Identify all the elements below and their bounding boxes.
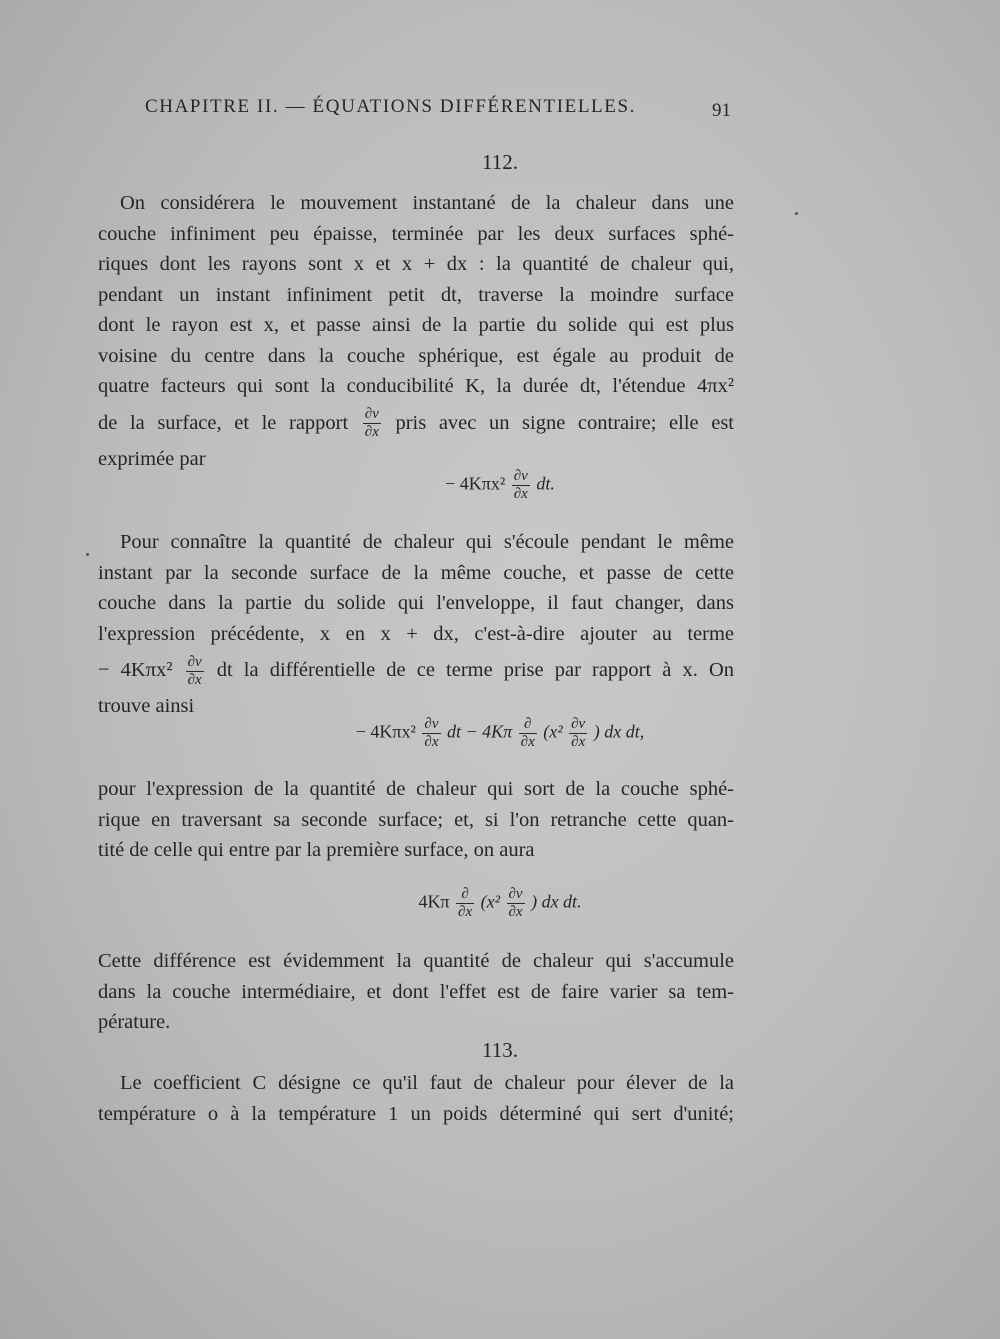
paragraph-112-1	[98, 188, 734, 474]
text-line: dont le rayon est x, et passe ainsi de la partie du solide qui est plus	[98, 314, 734, 336]
equation-term: ) dx dt,	[593, 721, 645, 742]
text-line: dans la couche intermédiaire, et dont l'effet est de faire varier sa tem-	[98, 980, 734, 1003]
text-line: température o à la température 1 un poids déterminé qui sert d'unité;	[98, 1102, 734, 1125]
text-line: couche dans la partie du solide qui l'enveloppe, il faut changer, dans	[98, 592, 734, 614]
fraction-denominator: ∂x	[458, 904, 473, 920]
fraction-numerator: ∂v	[424, 716, 439, 732]
page-number: 91	[712, 100, 731, 121]
fraction-numerator: ∂	[519, 716, 537, 734]
paragraph-112-3	[98, 774, 734, 866]
fraction-denominator: ∂x	[571, 734, 586, 750]
text-line: trouve ainsi	[98, 695, 195, 717]
text-line: pour l'expression de la quantité de chaleur qui sort de la couche sphé-	[98, 778, 734, 800]
text-line-with-fraction	[98, 649, 734, 691]
fraction-dv-dx	[422, 716, 440, 751]
equation-term: dt.	[536, 473, 555, 494]
fraction-denominator: ∂x	[187, 671, 202, 688]
text-fragment: dt la différentielle de ce terme prise par rapport à x. On	[216, 659, 735, 681]
text-line: exprimée par	[98, 447, 206, 470]
fraction-denominator: ∂x	[424, 734, 439, 750]
text-line: l'expression précédente, x en x + dx, c'est-à-dire ajouter au terme	[98, 622, 734, 645]
fraction-dv-dx	[512, 468, 530, 503]
fraction-denominator: ∂x	[364, 424, 379, 441]
text-line: riques dont les rayons sont x et x + dx : la quantité de chaleur qui,	[98, 253, 734, 275]
running-header: CHAPITRE II. — ÉQUATIONS DIFFÉRENTIELLES.	[145, 96, 636, 117]
text-line: quatre facteurs qui sont la conducibilité K, la durée dt, l'étendue 4πx²	[98, 375, 734, 397]
equation-3	[0, 886, 1000, 921]
equation-term: (x²	[543, 721, 563, 742]
equation-term: ) dx dt.	[531, 891, 582, 912]
fraction-numerator: ∂v	[508, 886, 523, 902]
section-number-112: 112.	[482, 150, 518, 174]
text-fragment: − 4Kπx²	[98, 659, 173, 681]
fraction-numerator: ∂v	[187, 653, 202, 670]
text-line: Cette différence est évidemment la quantité de chaleur qui s'accumule	[98, 950, 734, 972]
text-line: tité de celle qui entre par la première surface, on aura	[98, 839, 535, 861]
fraction-numerator: ∂v	[513, 468, 528, 484]
text-line: couche infiniment peu épaisse, terminée par les deux surfaces sphé-	[98, 222, 734, 245]
fraction-denominator: ∂x	[508, 904, 523, 920]
fraction-dv-dx	[186, 654, 204, 689]
fraction-denominator: ∂x	[520, 734, 535, 750]
fraction-d-dx	[519, 716, 537, 751]
equation-2	[0, 716, 1000, 751]
fraction-dv-dx	[363, 406, 381, 441]
paper-speck	[86, 553, 89, 556]
paragraph-113-1	[98, 1068, 734, 1129]
text-line: Le coefficient C désigne ce qu'il faut de chaleur pour élever de la	[120, 1072, 734, 1094]
text-line: rique en traversant sa seconde surface; et, si l'on retranche cette quan-	[98, 808, 734, 831]
text-line: pérature.	[98, 1011, 171, 1033]
equation-term: − 4Kπx²	[445, 473, 506, 494]
equation-1	[0, 468, 1000, 503]
paper-speck	[795, 212, 798, 215]
fraction-dv-dx	[569, 716, 587, 751]
paragraph-112-4	[98, 946, 734, 1038]
fraction-numerator: ∂v	[571, 716, 586, 732]
equation-term: dt − 4Kπ	[447, 721, 513, 742]
text-line: instant par la seconde surface de la même couche, et passe de cette	[98, 561, 734, 584]
text-line: voisine du centre dans la couche sphérique, est égale au produit de	[98, 344, 734, 367]
equation-term: − 4Kπx²	[355, 721, 416, 742]
text-line: pendant un instant infiniment petit dt, traverse la moindre surface	[98, 283, 734, 306]
text-fragment: pris avec un signe contraire; elle est	[395, 411, 734, 434]
text-line-with-fraction	[98, 402, 734, 444]
fraction-numerator: ∂v	[364, 406, 379, 423]
text-fragment: de la surface, et le rapport	[98, 411, 349, 434]
equation-term: (x²	[480, 891, 500, 912]
section-number-113: 113.	[482, 1038, 518, 1062]
text-line: On considérera le mouvement instantané de la chaleur dans une	[120, 192, 734, 214]
fraction-dv-dx	[507, 886, 525, 921]
paragraph-112-2	[98, 527, 734, 722]
fraction-d-dx	[456, 886, 474, 921]
fraction-numerator: ∂	[456, 886, 474, 904]
text-line: Pour connaître la quantité de chaleur qui s'écoule pendant le même	[120, 531, 734, 553]
fraction-denominator: ∂x	[513, 486, 528, 502]
equation-term: 4Kπ	[418, 891, 450, 912]
